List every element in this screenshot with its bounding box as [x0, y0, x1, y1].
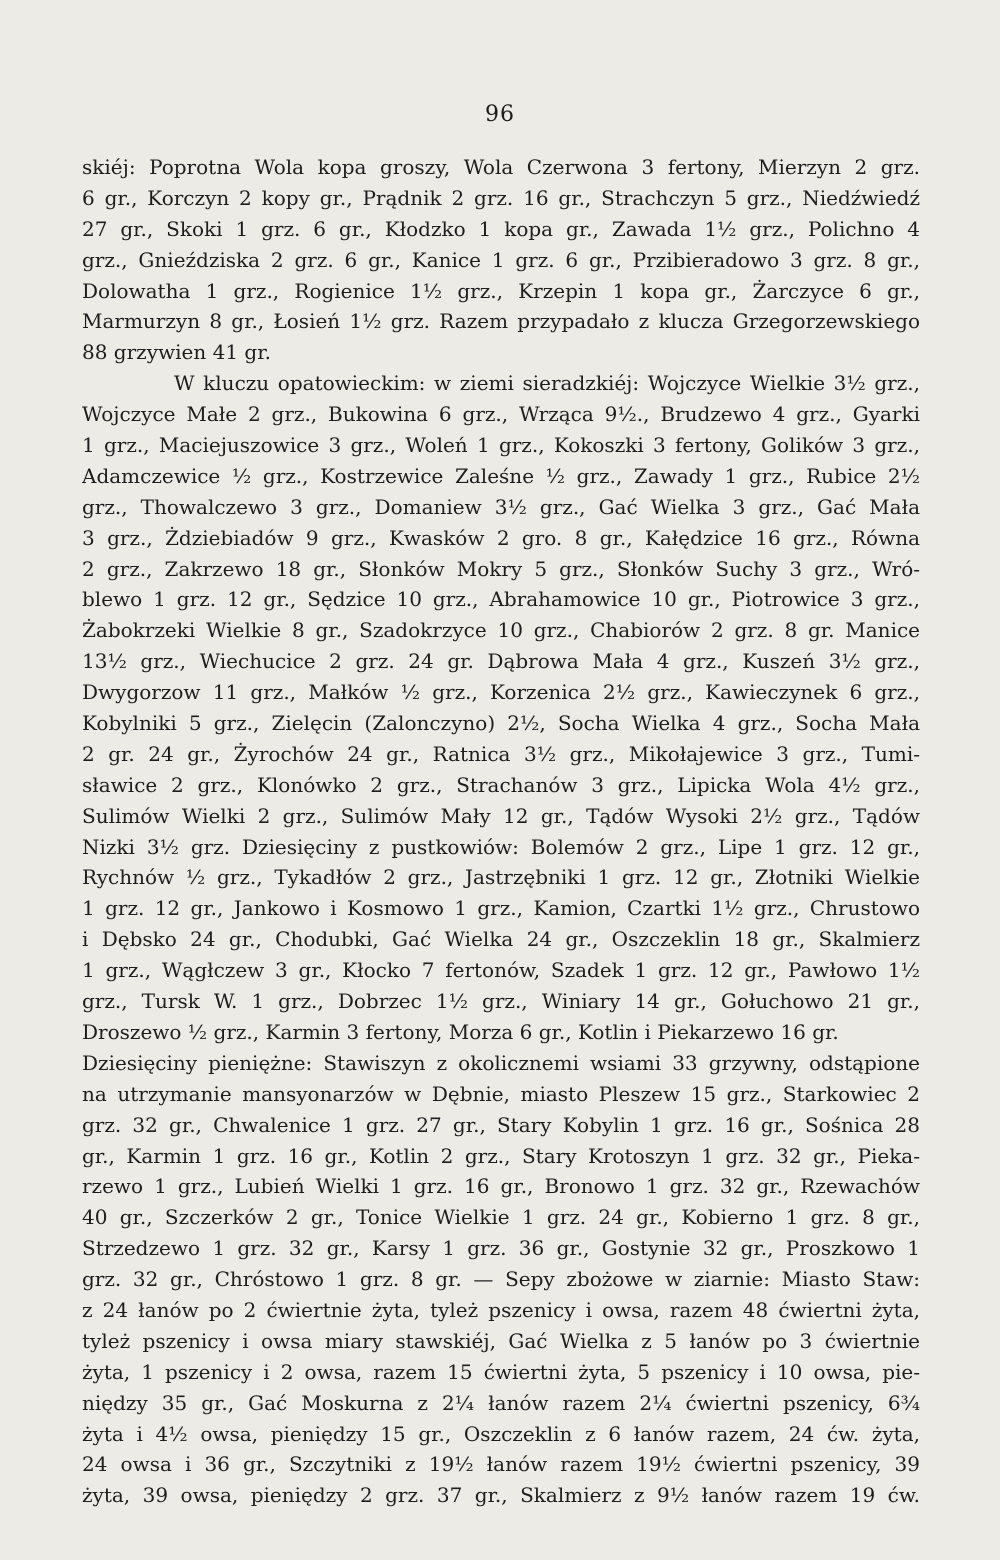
- text-line: 1 grz., Maciejuszowice 3 grz., Woleń 1 grz., Kokoszki 3 fertony, Golików 3 grz.,: [82, 433, 920, 458]
- text-line: grz., Gnieździska 2 grz. 6 gr., Kanice 1 grz. 6 gr., Przibieradowo 3 grz. 8 gr.,: [82, 247, 920, 272]
- text-line: Adamczewice ½ grz., Kostrzewice Zaleśne ½ grz., Zawady 1 grz., Rubice 2½: [82, 463, 920, 488]
- text-line: W kluczu opatowieckim: w ziemi sieradzkiéj: Wojczyce Wielkie 3½ grz.,: [174, 371, 920, 396]
- text-line: Wojczyce Małe 2 grz., Bukowina 6 grz., Wrząca 9½., Brudzewo 4 grz., Gyarki: [82, 402, 920, 427]
- text-line: rzewo 1 grz., Lubień Wielki 1 grz. 16 gr., Bronowo 1 grz. 32 gr., Rzewachów: [82, 1174, 920, 1199]
- text-line: sławice 2 grz., Klonówko 2 grz., Strachanów 3 grz., Lipicka Wola 4½ grz.,: [82, 772, 920, 797]
- text-line: Sulimów Wielki 2 grz., Sulimów Mały 12 gr., Tądów Wysoki 2½ grz., Tądów: [82, 803, 920, 828]
- text-line: grz., Thowalczewo 3 grz., Domaniew 3½ grz., Gać Wielka 3 grz., Gać Mała: [82, 494, 920, 519]
- text-line: Droszewo ½ grz., Karmin 3 fertony, Morza 6 gr., Kotlin i Piekarzewo 16 gr.: [82, 1019, 839, 1044]
- text-line: 6 gr., Korczyn 2 kopy gr., Prądnik 2 grz. 16 gr., Strachczyn 5 grz., Niedźwiedź: [82, 185, 920, 210]
- text-line: Dolowatha 1 grz., Rogienice 1½ grz., Krzepin 1 kopa gr., Żarczyce 6 gr.,: [82, 278, 920, 303]
- text-line: blewo 1 grz. 12 gr., Sędzice 10 grz., Abrahamowice 10 gr., Piotrowice 3 grz.,: [82, 587, 920, 612]
- text-line: i Dębsko 24 gr., Chodubki, Gać Wielka 24 gr., Oszczeklin 18 gr., Skalmierz: [82, 927, 920, 952]
- text-line: żyta, 39 owsa, pieniędzy 2 grz. 37 gr., Skalmierz z 9½ łanów razem 19 ćw.: [82, 1483, 920, 1508]
- text-line: na utrzymanie mansyonarzów w Dębnie, miasto Pleszew 15 grz., Starkowiec 2: [82, 1081, 920, 1106]
- text-line: gr., Karmin 1 grz. 16 gr., Kotlin 2 grz., Stary Krotoszyn 1 grz. 32 gr., Pieka-: [82, 1143, 920, 1168]
- text-line: Żabokrzeki Wielkie 8 gr., Szadokrzyce 10 grz., Chabiorów 2 grz. 8 gr. Manice: [82, 618, 920, 643]
- text-line: 2 grz., Zakrzewo 18 gr., Słonków Mokry 5 grz., Słonków Suchy 3 grz., Wró-: [82, 556, 920, 581]
- text-line: Nizki 3½ grz. Dziesięciny z pustkowiów: Bolemów 2 grz., Lipe 1 grz. 12 gr.,: [82, 834, 920, 859]
- text-line: Rychnów ½ grz., Tykadłów 2 grz., Jastrzębniki 1 grz. 12 gr., Złotniki Wielkie: [82, 865, 920, 890]
- text-line: żyta i 4½ owsa, pieniędzy 15 gr., Oszczeklin z 6 łanów razem, 24 ćw. żyta,: [82, 1421, 920, 1446]
- text-line: 3 grz., Żdziebiadów 9 grz., Kwasków 2 gro. 8 gr., Kałędzice 16 grz., Równa: [82, 525, 920, 550]
- text-line: Strzedzewo 1 grz. 32 gr., Karsy 1 grz. 36 gr., Gostynie 32 gr., Proszkowo 1: [82, 1236, 920, 1261]
- text-line: 2 gr. 24 gr., Żyrochów 24 gr., Ratnica 3½ grz., Mikołajewice 3 grz., Tumi-: [82, 741, 920, 766]
- text-line: grz. 32 gr., Chróstowo 1 grz. 8 gr. — Sepy zbożowe w ziarnie: Miasto Staw:: [82, 1267, 920, 1292]
- text-line: z 24 łanów po 2 ćwiertnie żyta, tyleż pszenicy i owsa, razem 48 ćwiertni żyta,: [82, 1297, 920, 1322]
- text-line: tyleż pszenicy i owsa miary stawskiéj, Gać Wielka z 5 łanów po 3 ćwiertnie: [82, 1328, 920, 1353]
- text-line: Dziesięciny pieniężne: Stawiszyn z okolicznemi wsiami 33 grzywny, odstąpione: [82, 1050, 920, 1075]
- text-line: 1 grz. 12 gr., Jankowo i Kosmowo 1 grz., Kamion, Czartki 1½ grz., Chrustowo: [82, 896, 920, 921]
- text-line: 27 gr., Skoki 1 grz. 6 gr., Kłodzko 1 kopa gr., Zawada 1½ grz., Polichno 4: [82, 216, 920, 241]
- text-line: grz. 32 gr., Chwalenice 1 grz. 27 gr., Stary Kobylin 1 grz. 16 gr., Sośnica 28: [82, 1112, 920, 1137]
- text-line: 24 owsa i 36 gr., Szczytniki z 19½ łanów razem 19½ ćwiertni pszenicy, 39: [82, 1452, 920, 1477]
- text-line: Dwygorzow 11 grz., Małków ½ grz., Korzenica 2½ grz., Kawieczynek 6 grz.,: [82, 680, 920, 705]
- text-line: 13½ grz., Wiechucice 2 grz. 24 gr. Dąbrowa Mała 4 grz., Kuszeń 3½ grz.,: [82, 649, 920, 674]
- text-line: niędzy 35 gr., Gać Moskurna z 2¼ łanów razem 2¼ ćwiertni pszenicy, 6¾: [82, 1390, 920, 1415]
- text-line: Marmurzyn 8 gr., Łosień 1½ grz. Razem przypadało z klucza Grzegorzewskiego: [82, 309, 920, 334]
- text-line: żyta, 1 pszenicy i 2 owsa, razem 15 ćwiertni żyta, 5 pszenicy i 10 owsa, pie-: [82, 1359, 920, 1384]
- text-line: 40 gr., Szczerków 2 gr., Tonice Wielkie 1 grz. 24 gr., Kobierno 1 grz. 8 gr.,: [82, 1205, 920, 1230]
- text-line: 88 grzywien 41 gr.: [82, 340, 271, 365]
- text-line: skiéj: Poprotna Wola kopa groszy, Wola Czerwona 3 fertony, Mierzyn 2 grz.: [82, 155, 920, 179]
- page-number: 96: [485, 102, 515, 127]
- text-line: grz., Tursk W. 1 grz., Dobrzec 1½ grz., Winiary 14 gr., Gołuchowo 21 gr.,: [82, 989, 920, 1014]
- text-line: 1 grz., Wągłczew 3 gr., Kłocko 7 fertonów, Szadek 1 grz. 12 gr., Pawłowo 1½: [82, 958, 920, 983]
- text-line: Kobylniki 5 grz., Zielęcin (Zalonczyno) 2½, Socha Wielka 4 grz., Socha Mała: [82, 711, 920, 736]
- body-text: [82, 152, 920, 1511]
